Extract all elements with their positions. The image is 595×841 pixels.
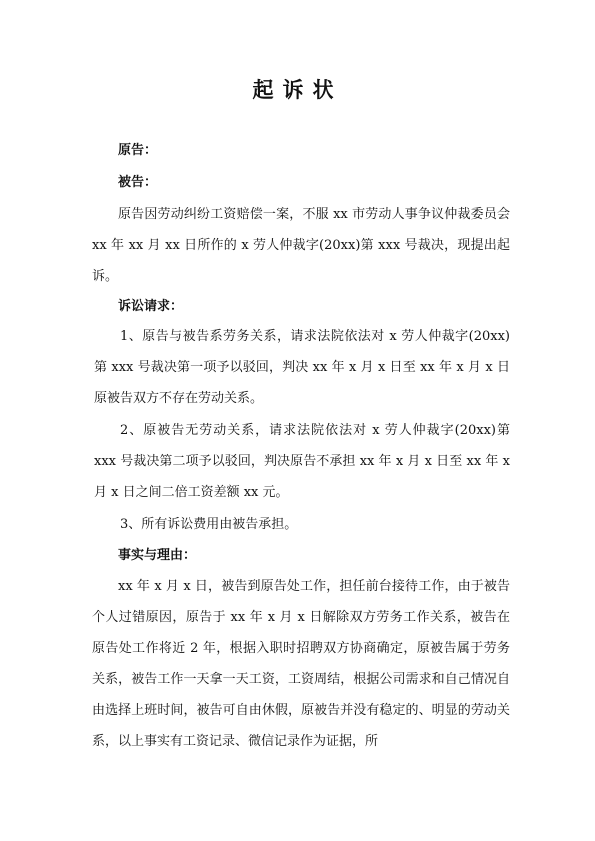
document-title: 起诉状 — [252, 78, 343, 102]
intro-paragraph: 原告因劳动纠纷工资赔偿一案，不服 xx 市劳动人事争议仲裁委员会 xx 年 xx 月 xx 日所作的 x 劳人仲裁字(20xx)第 xxx 号裁决，现提出起诉。 — [92, 207, 510, 284]
claim-item-2: 2、原被告无劳动关系，请求法院依法对 x 劳人仲裁字(20xx)第 xxx 号裁决第二项予以驳回，判决原告不承担 xx 年 x 月 x 日至 xx 年 x 月 x 日之间二倍工资差额 xx 元。 — [94, 423, 510, 500]
plaintiff-label: 原告： — [118, 143, 158, 158]
facts-heading: 事实与理由： — [118, 548, 197, 563]
claim-item-3: 3、所有诉讼费用由被告承担。 — [120, 517, 298, 532]
claim-item-1: 1、原告与被告系劳务关系，请求法院依法对 x 劳人仲裁字(20xx)第 xxx 号裁决第一项予以驳回，判决 xx 年 x 月 x 日至 xx 年 x 月 x 日原被告双方不存在劳动关系。 — [94, 329, 510, 406]
facts-paragraph: xx 年 x 月 x 日，被告到原告处工作，担任前台接待工作，由于被告个人过错原因，原告于 xx 年 x 月 x 日解除双方劳务工作关系，被告在原告处工作将近 2 年，根据入职时招聘双方协商确定，原被告属于劳务关系，被告工作一天拿一天工资，工资周结，根据公司需求和自己情况自由选择上班时间，被告可自由休假，原被告并没有稳定的、明显的劳动关系，以上事实有工资记录、微信记录作为证据，所 — [92, 579, 510, 749]
defendant-label: 被告： — [118, 175, 158, 190]
claims-heading: 诉讼请求： — [118, 299, 184, 314]
